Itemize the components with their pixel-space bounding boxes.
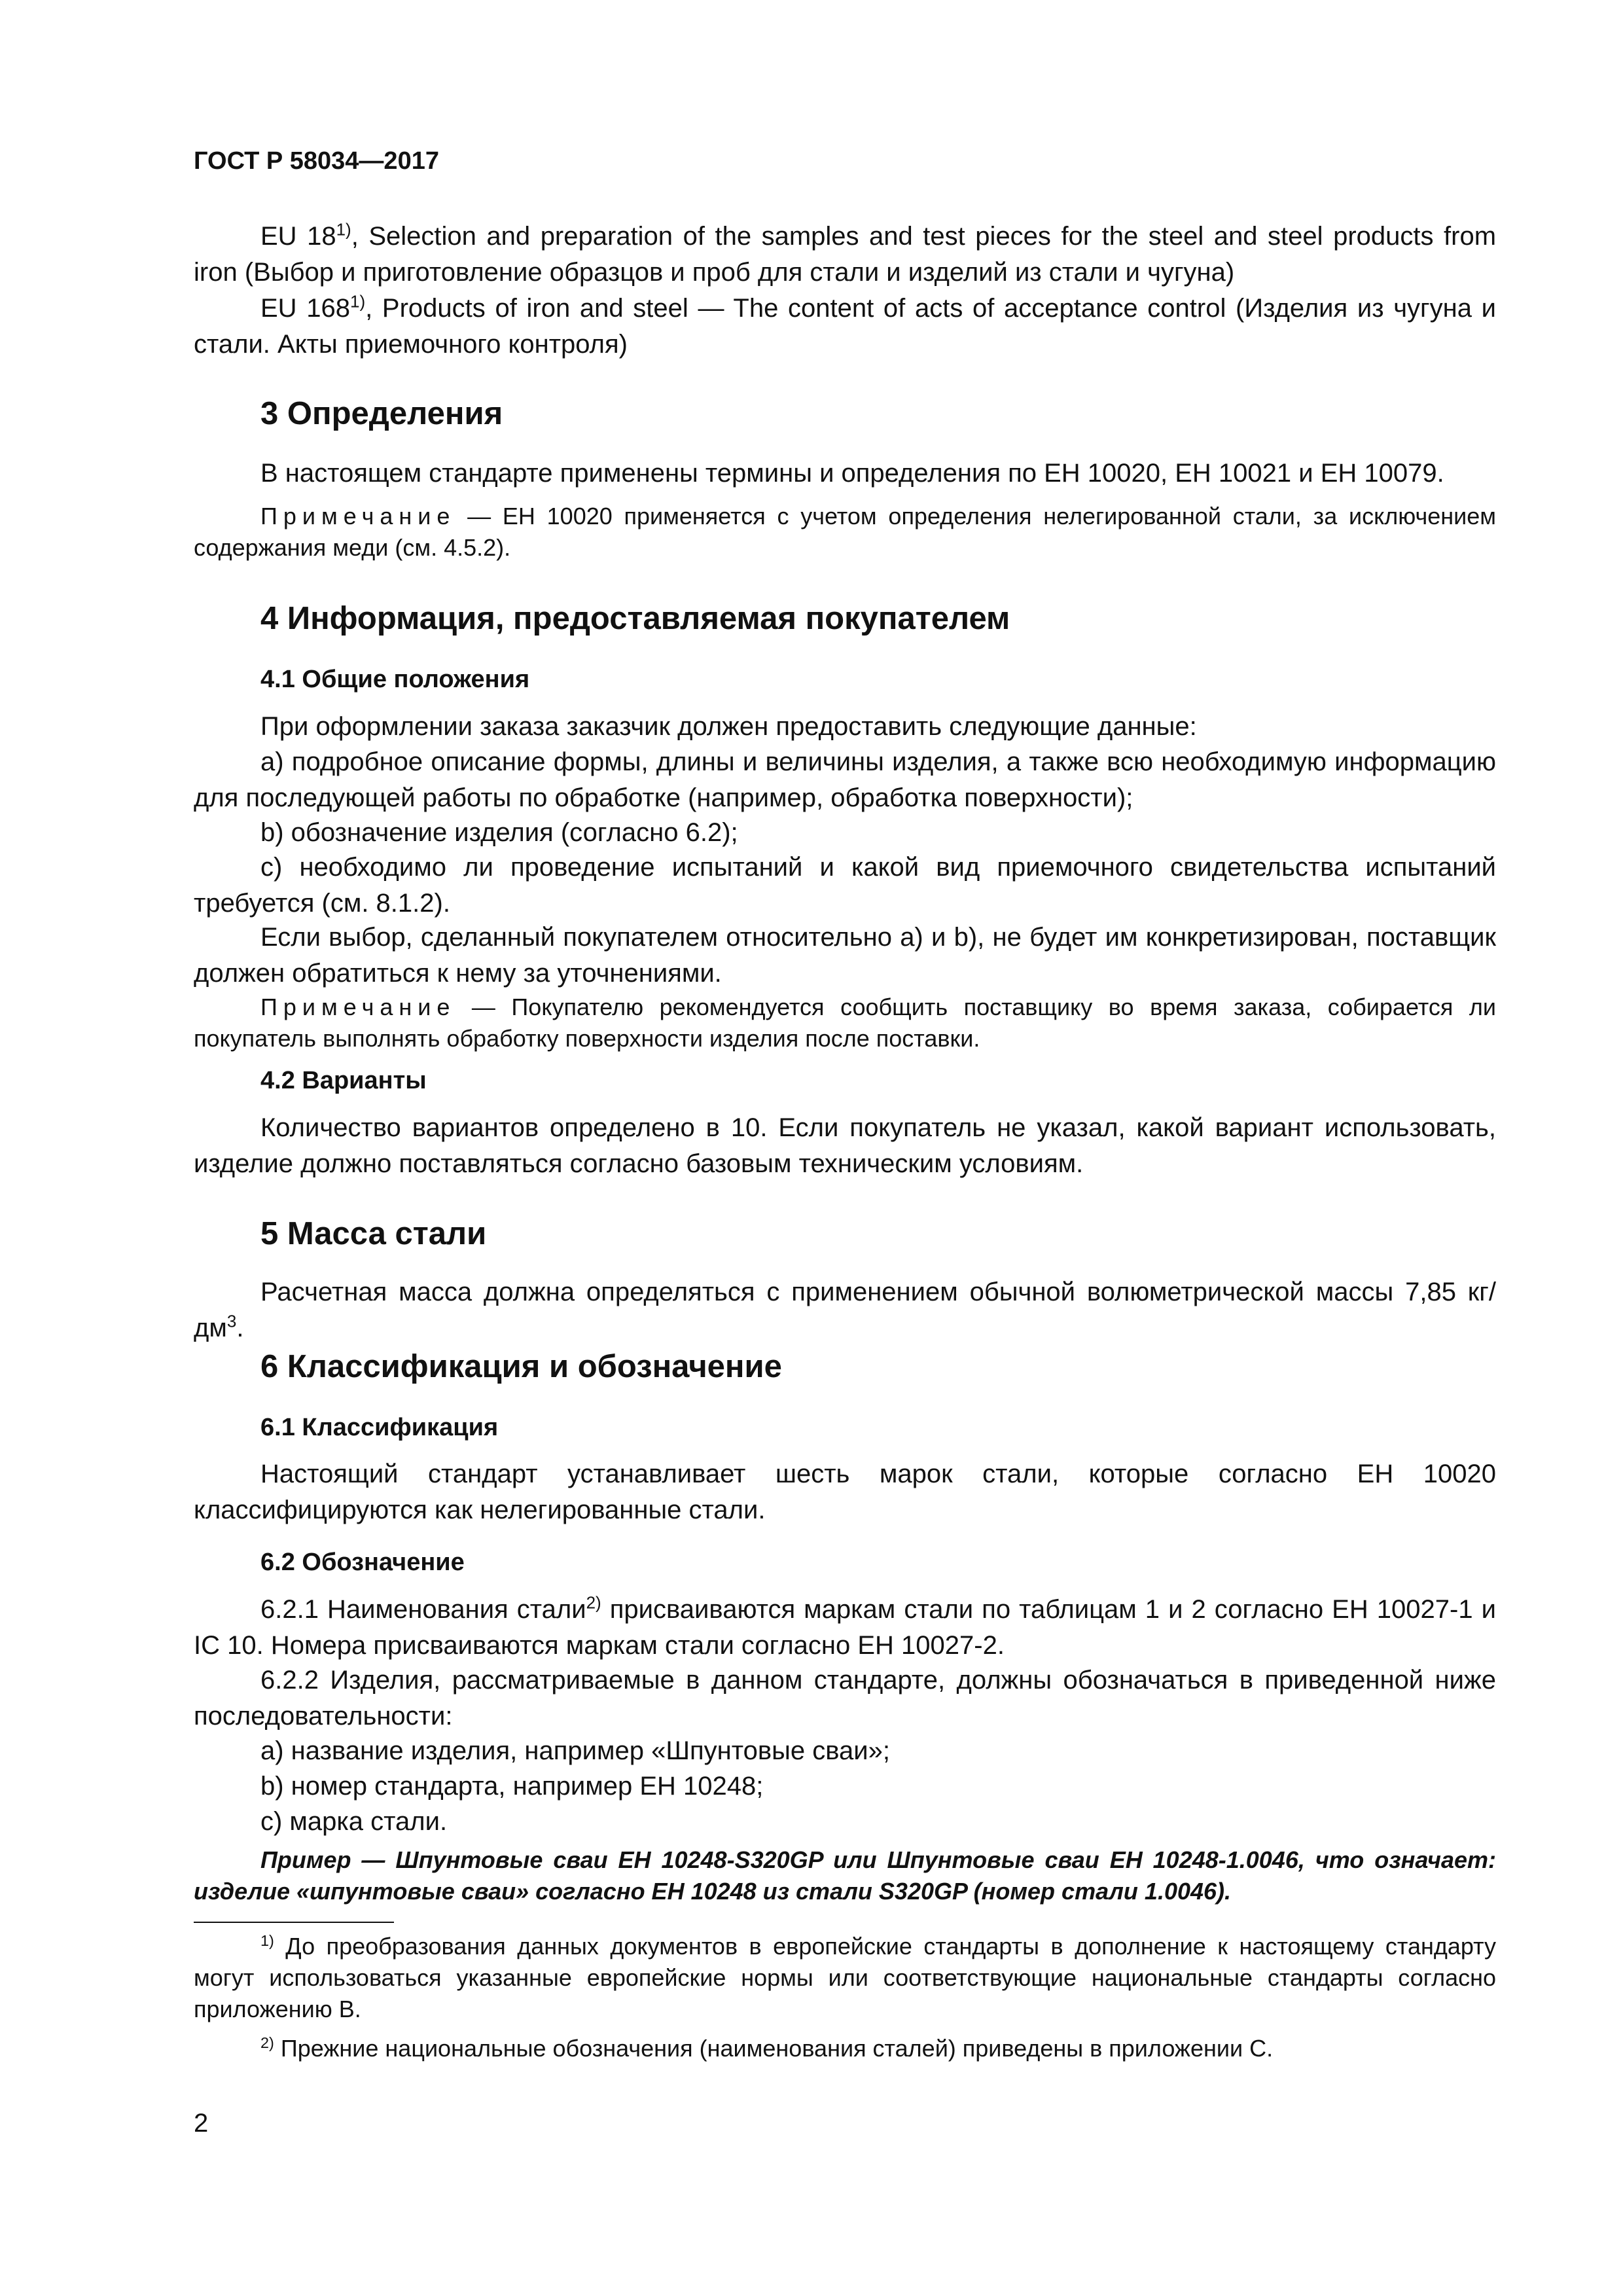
section-4-1-intro: При оформлении заказа заказчик должен предоставить следующие данные: [260, 712, 1197, 741]
section-6-2-2-item-a: a) название изделия, например «Шпунтовые сваи»; [260, 1736, 890, 1765]
section-6-2-title: 6.2 Обозначение [260, 1549, 465, 1576]
footnote-1: $^{1)}$ До преобразования данных документов в европейские стандарты в дополнение к настоящему стандарту могут использоваться указанные европейские нормы или соответствующие национальные стандарты согласно приложению В. [194, 1932, 1496, 2022]
section-3-paragraph: В настоящем стандарте применены термины и определения по ЕН 10020, ЕН 10021 и ЕН 10079. [260, 459, 1444, 488]
section-3-note: Примечание — ЕН 10020 применяется с учетом определения нелегированной стали, за исключением содержания меди (см. 4.5.2). [194, 503, 1496, 561]
section-4-1-item-b: b) обозначение изделия (согласно 6.2); [260, 818, 738, 847]
reference-eu18: EU 18$^{1)}$, Selection and preparation of the samples and test pieces for the steel and steel products from iron (Выбор и приготовление образцов и проб для стали и изделий из стали и чугуна) [194, 219, 1497, 287]
page-number: 2 [194, 2109, 209, 2138]
section-6-2-1-paragraph: 6.2.1 Наименования стали$^{2)}$ присваиваются маркам стали по таблицам 1 и 2 согласно ЕН 10027-1 и IC 10. Номера присваиваются маркам стали согласно ЕН 10027-2. [194, 1592, 1496, 1660]
section-6-2-example: Пример — Шпунтовые сваи ЕН 10248-S320GP или Шпунтовые сваи ЕН 10248-1.0046, что означает: изделие «шпунтовые сваи» согласно ЕН 10248 из стали S320GP (номер стали 1.0046). [194, 1846, 1496, 1905]
section-6-1-title: 6.1 Классификация [260, 1414, 499, 1441]
section-6-2-2-item-c: c) марка стали. [260, 1807, 448, 1836]
section-6-1-paragraph: Настоящий стандарт устанавливает шесть марок стали, которые согласно ЕН 10020 классифицируются как нелегированные стали. [194, 1460, 1496, 1524]
section-5-paragraph: Расчетная масса должна определяться с применением обычной волюметрической массы 7,85 $кг/дм^3$. [194, 1278, 1496, 1342]
reference-eu168: EU 168$^{1)}$, Products of iron and steel — The content of acts of acceptance control (Изделия из чугуна и стали. Акты приемочного контроля) [194, 291, 1497, 359]
section-4-1-note: Примечание — Покупателю рекомендуется сообщить поставщику во время заказа, собирается ли покупатель выполнять обработку поверхности изделия после поставки. [194, 994, 1496, 1052]
document-header: ГОСТ Р 58034—2017 [194, 147, 439, 175]
section-4-1-paragraph: Если выбор, сделанный покупателем относительно a) и b), не будет им конкретизирован, поставщик должен обратиться к нему за уточнениями. [194, 923, 1496, 988]
section-5-title: 5 Масса стали [260, 1216, 487, 1251]
section-6-2-2-item-b: b) номер стандарта, например ЕН 10248; [260, 1772, 764, 1801]
section-4-1-item-a: a) подробное описание формы, длины и величины изделия, а также всю необходимую информацию для последующей работы по обработке (например, обработка поверхности); [194, 747, 1496, 812]
section-4-1-item-c: c) необходимо ли проведение испытаний и какой вид приемочного свидетельства испытаний требуется (см. 8.1.2). [194, 853, 1496, 918]
section-3-title: 3 Определения [260, 396, 503, 431]
section-4-2-paragraph: Количество вариантов определено в 10. Если покупатель не указал, какой вариант использовать, изделие должно поставляться согласно базовым техническим условиям. [194, 1113, 1496, 1178]
footnote-separator [194, 1922, 394, 1923]
section-4-title: 4 Информация, предоставляемая покупателем [260, 601, 1010, 636]
section-4-2-title: 4.2 Варианты [260, 1067, 427, 1094]
section-6-title: 6 Классификация и обозначение [260, 1349, 782, 1384]
section-4-1-title: 4.1 Общие положения [260, 666, 530, 693]
section-6-2-2-paragraph: 6.2.2 Изделия, рассматриваемые в данном стандарте, должны обозначаться в приведенной ниже последовательности: [194, 1666, 1496, 1731]
footnote-2: $^{2)}$ Прежние национальные обозначения (наименования сталей) приведены в приложении С. [260, 2034, 1274, 2062]
